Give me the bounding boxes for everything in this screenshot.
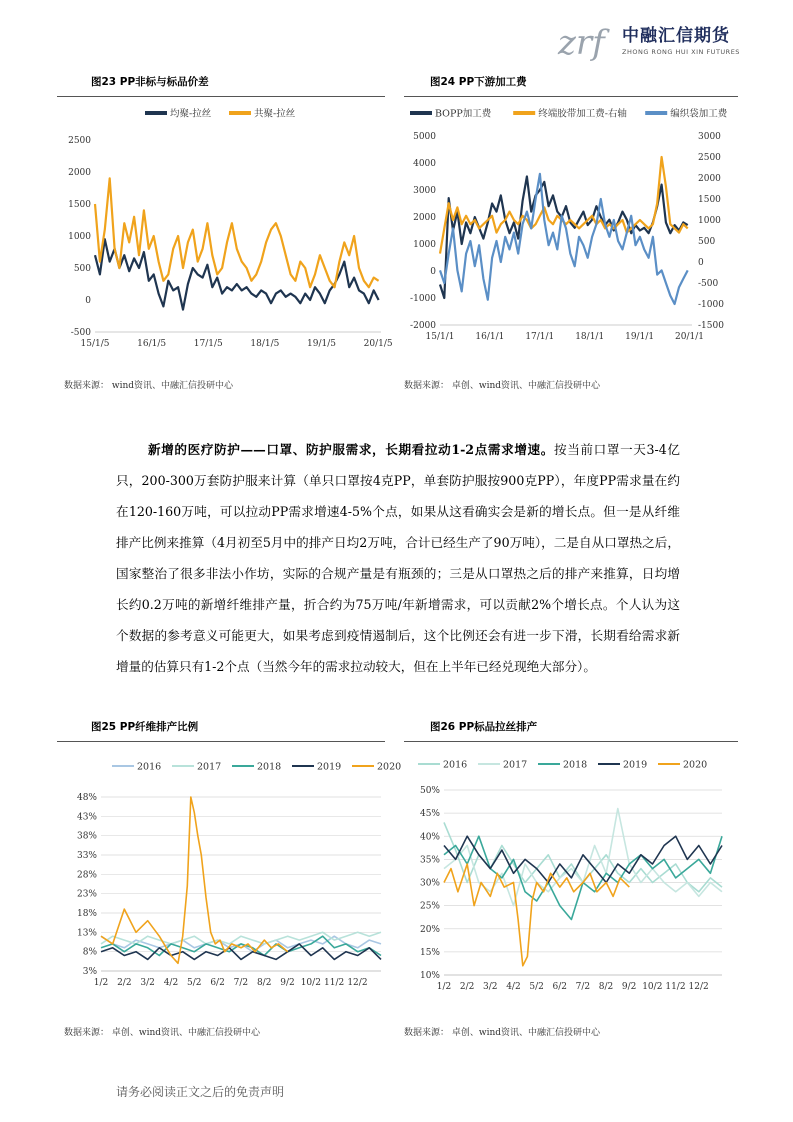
x-tick-label: 17/1/5 — [193, 339, 223, 349]
legend-label: 2020 — [377, 761, 402, 773]
legend-label: BOPP加工费 — [435, 108, 492, 120]
legend-label: 2018 — [563, 759, 588, 771]
logo-mark-icon — [556, 14, 618, 62]
y-tick-label: 3000 — [413, 186, 436, 196]
x-tick-label: 10/2 — [300, 978, 321, 988]
legend-label: 共聚-拉丝 — [254, 108, 296, 120]
figure-source-24: 数据来源： 卓创、wind资讯、中融汇信投研中心 — [404, 381, 601, 391]
y-tick-label: 18% — [76, 909, 97, 919]
x-tick-label: 4/2 — [506, 982, 521, 992]
y-tick-label: 8% — [82, 947, 97, 958]
y2-tick-label: -500 — [698, 279, 719, 289]
legend-label: 2019 — [623, 759, 648, 771]
y-tick-label: 43% — [76, 812, 97, 823]
svg-text:zrf: zrf — [558, 23, 605, 63]
x-tick-label: 15/1/1 — [425, 332, 455, 342]
legend-label: 2016 — [443, 759, 468, 771]
x-tick-label: 11/2 — [665, 982, 686, 992]
y-tick-label: 15% — [419, 947, 440, 958]
x-tick-label: 17/1/1 — [525, 332, 555, 342]
y2-tick-label: -1000 — [698, 300, 724, 310]
y2-tick-label: 1500 — [698, 195, 721, 205]
y-tick-label: 20% — [419, 924, 440, 935]
y-tick-label: 35% — [419, 855, 440, 866]
series-line-2 — [444, 836, 722, 919]
body-paragraph — [116, 434, 680, 682]
figure-title-23: 图23 PP非标与标品价差 — [91, 76, 209, 88]
y2-tick-label: 1000 — [698, 216, 721, 226]
y-tick-label: 40% — [419, 832, 440, 843]
y-tick-label: 1500 — [68, 200, 91, 210]
y-tick-label: 1000 — [68, 232, 91, 242]
x-tick-label: 7/2 — [233, 978, 249, 988]
legend-label: 终端胶带加工费-右轴 — [538, 108, 627, 120]
x-tick-label: 9/2 — [621, 982, 637, 992]
y-tick-label: 3% — [82, 967, 97, 977]
y-tick-label: 28% — [76, 870, 97, 881]
chart-pp-spread — [57, 100, 393, 355]
x-tick-label: 5/2 — [187, 978, 202, 988]
x-tick-label: 12/2 — [688, 982, 709, 992]
x-tick-label: 19/1/1 — [625, 332, 655, 342]
chart-pp-raffia-ratio — [404, 745, 740, 1000]
y2-tick-label: 500 — [698, 237, 716, 247]
y-tick-label: 50% — [419, 786, 440, 796]
series-line-2 — [440, 174, 688, 304]
legend-label: 2019 — [317, 761, 342, 773]
chart-pp-fiber-ratio — [57, 745, 402, 1000]
legend-label: 2017 — [197, 761, 222, 773]
figure-title-24: 图24 PP下游加工费 — [430, 76, 527, 88]
x-tick-label: 9/2 — [280, 978, 295, 988]
x-tick-label: 18/1/1 — [575, 332, 605, 342]
x-tick-label: 20/1/5 — [363, 339, 393, 349]
figure-source-25: 数据来源： 卓创、wind资讯、中融汇信投研中心 — [64, 1028, 261, 1038]
series-line-4 — [444, 864, 629, 966]
y-tick-label: 23% — [76, 889, 97, 900]
x-tick-label: 15/1/5 — [80, 339, 110, 349]
y-tick-label: 13% — [76, 928, 97, 939]
paragraph-body: 按当前口罩一天3-4亿只，200-300万套防护服来计算（单只口罩按4克PP，单套防护服按900克PP），年度PP需求量在约在120-160万吨，可以拉动PP需求增速4-5%个点，如果从这看确实会是新的增长点。但一是从纤维排产比例来推算（4月初至5月中的排产日均2万吨，合计已经生产了90万吨），二是自从口罩热之后，国家整治了很多非法小作坊，实际的合规产量是有瓶颈的；三是从口罩热之后的排产来推算，日均增长约0.2万吨的新增纤维排产量，折合约为75万吨/年新增需求，可以贡献2%个增长点。个人认为这个数据的参考意义可能更大，如果考虑到疫情遏制后，这个比例还会有进一步下滑，长期看给需求新增量的估算只有1-2个点（当然今年的需求拉动较大，但在上半年已经兑现绝大部分）。 — [116, 442, 681, 674]
x-tick-label: 16/1/1 — [475, 332, 505, 342]
chart-pp-processing-fee — [404, 100, 740, 355]
y2-tick-label: 2000 — [698, 174, 721, 184]
legend-label: 2016 — [137, 761, 162, 773]
y2-tick-label: 0 — [698, 258, 704, 268]
figure-title-25: 图25 PP纤维排产比例 — [91, 721, 199, 733]
x-tick-label: 19/1/5 — [307, 339, 337, 349]
x-tick-label: 8/2 — [256, 978, 272, 988]
y-tick-label: -1000 — [410, 294, 436, 304]
x-tick-label: 1/2 — [436, 982, 452, 992]
y-tick-label: 2000 — [68, 168, 91, 178]
figure-rule — [404, 741, 738, 742]
y-tick-label: 4000 — [413, 159, 436, 169]
x-tick-label: 11/2 — [324, 978, 345, 988]
figure-source-26: 数据来源： 卓创、wind资讯、中融汇信投研中心 — [404, 1028, 601, 1038]
x-tick-label: 1/2 — [93, 978, 109, 988]
legend-label: 2018 — [257, 761, 282, 773]
y-tick-label: 0 — [430, 267, 436, 277]
y-tick-label: 33% — [76, 851, 97, 861]
legend-label: 均聚-拉丝 — [170, 108, 212, 120]
y-tick-label: -500 — [70, 328, 91, 338]
figure-rule — [404, 96, 738, 97]
x-tick-label: 8/2 — [598, 982, 614, 992]
figure-title-26: 图26 PP标品拉丝排产 — [430, 721, 538, 733]
x-tick-label: 4/2 — [163, 978, 179, 988]
y-tick-label: 25% — [419, 901, 440, 912]
series-line-1 — [440, 157, 688, 254]
x-tick-label: 2/2 — [459, 982, 475, 992]
x-tick-label: 3/2 — [140, 978, 155, 988]
x-tick-label: 6/2 — [552, 982, 567, 992]
figure-source-23: 数据来源： wind资讯、中融汇信投研中心 — [64, 381, 234, 391]
x-tick-label: 12/2 — [347, 978, 368, 988]
y-tick-label: 500 — [73, 264, 91, 274]
company-logo — [556, 14, 778, 64]
y-tick-label: -2000 — [410, 321, 436, 331]
x-tick-label: 7/2 — [575, 982, 591, 992]
legend-label: 2017 — [503, 759, 528, 771]
x-tick-label: 10/2 — [642, 982, 663, 992]
y-tick-label: 10% — [419, 971, 440, 981]
logo-english-name: ZHONG RONG HUI XIN FUTURES — [622, 48, 740, 56]
figure-rule — [57, 96, 385, 97]
x-tick-label: 18/1/5 — [250, 339, 280, 349]
legend-label: 2020 — [683, 759, 708, 771]
y-tick-label: 45% — [419, 809, 440, 820]
series-line-4 — [101, 797, 288, 963]
series-line-0 — [440, 177, 688, 299]
y-tick-label: 30% — [419, 878, 440, 889]
y-tick-label: 38% — [76, 831, 97, 842]
footer-disclaimer: 请务必阅读正文之后的免责声明 — [116, 1085, 285, 1099]
y-tick-label: 2500 — [68, 136, 91, 146]
x-tick-label: 2/2 — [117, 978, 132, 988]
y2-tick-label: 2500 — [698, 153, 721, 163]
series-line-1 — [95, 178, 379, 287]
x-tick-label: 5/2 — [529, 982, 544, 992]
figure-rule — [57, 741, 385, 742]
paragraph-lead: 新增的医疗防护——口罩、防护服需求，长期看拉动1-2点需求增速。 — [148, 442, 554, 457]
x-tick-label: 20/1/1 — [675, 332, 704, 342]
x-tick-label: 16/1/5 — [137, 339, 167, 349]
y-tick-label: 2000 — [413, 213, 436, 223]
y-tick-label: 1000 — [413, 240, 436, 250]
legend-label: 编织袋加工费 — [670, 108, 728, 120]
x-tick-label: 3/2 — [483, 982, 498, 992]
y2-tick-label: -1500 — [698, 321, 724, 331]
logo-chinese-name: 中融汇信期货 — [622, 26, 730, 46]
y-tick-label: 48% — [76, 793, 97, 803]
y-tick-label: 0 — [85, 296, 91, 306]
x-tick-label: 6/2 — [210, 978, 225, 988]
y-tick-label: 5000 — [413, 132, 436, 142]
y2-tick-label: 3000 — [698, 132, 721, 142]
